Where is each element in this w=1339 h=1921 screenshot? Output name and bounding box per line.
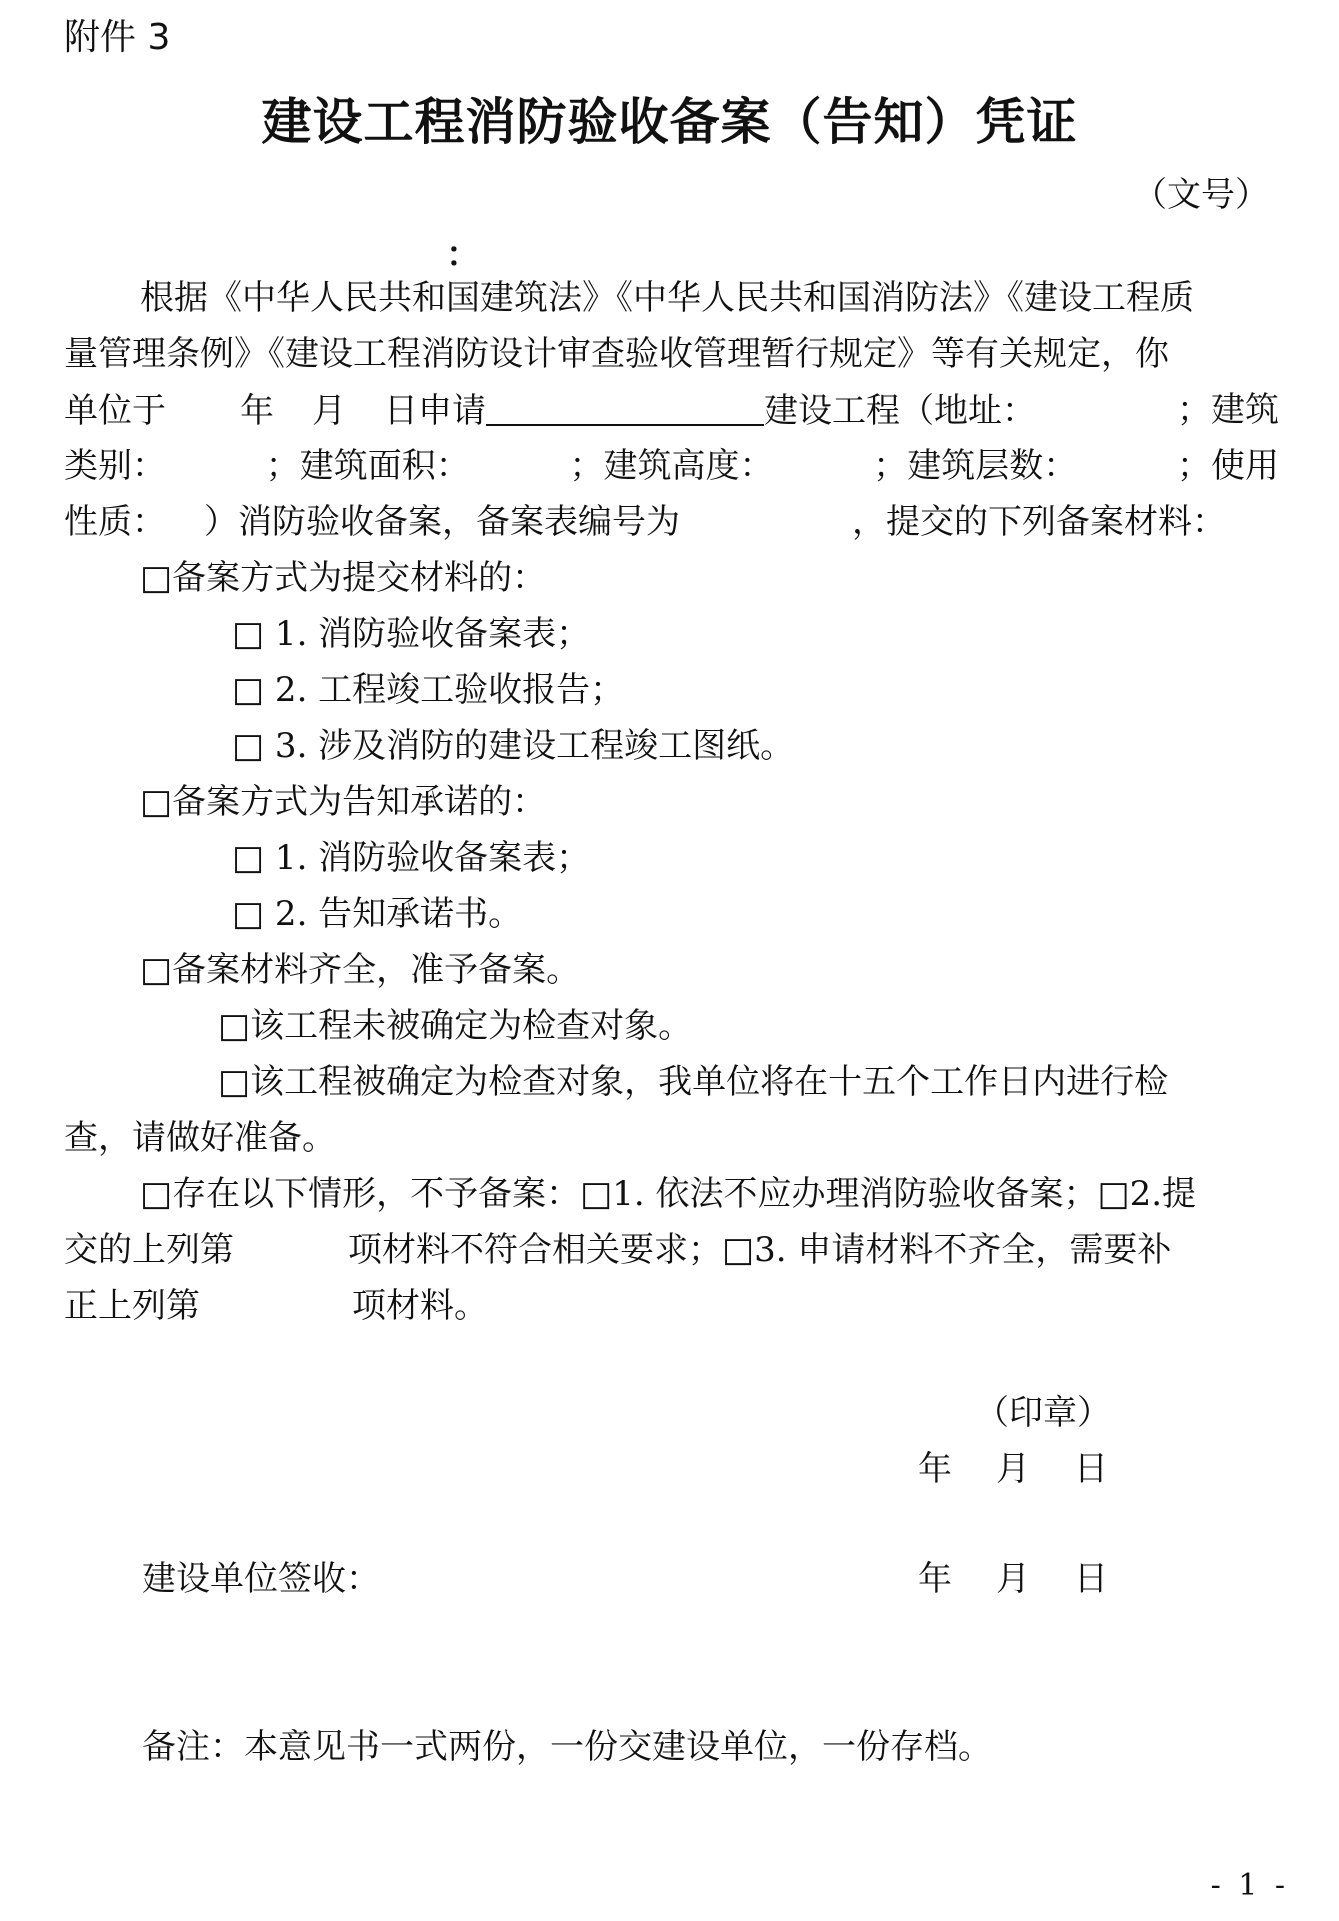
option-text: □ 3. 涉及消防的建设工程竣工图纸。 [232, 726, 795, 766]
paragraph-line [64, 494, 1279, 550]
text-fragment: 性质： [64, 502, 166, 542]
option-text: □ 1. 消防验收备案表； [232, 838, 591, 878]
paragraph-text: 根据《中华人民共和国建筑法》《中华人民共和国消防法》《建设工程质 [140, 278, 1194, 318]
option-text: □ 2. 告知承诺书。 [232, 894, 523, 934]
option-text: □备案材料齐全，准予备案。 [140, 950, 581, 990]
document-body [64, 270, 1279, 1334]
paragraph-text [64, 382, 1036, 438]
checkbox-option[interactable] [64, 1054, 1279, 1110]
text-fragment: ；建筑层数： [873, 446, 1078, 486]
text-fragment: ；建筑面积： [265, 446, 470, 486]
option-text: □该工程未被确定为检查对象。 [218, 1006, 693, 1046]
month-label: 月 [312, 391, 346, 431]
paragraph-line [64, 382, 1279, 438]
document-number: （文号） [1133, 175, 1269, 215]
checkbox-option[interactable] [64, 774, 1279, 830]
month-label: 月 [996, 1449, 1030, 1489]
paragraph-line [64, 1222, 1279, 1278]
option-text: □ 2. 工程竣工验收报告； [232, 670, 625, 710]
document-title: 建设工程消防验收备案（告知）凭证 [261, 93, 1078, 151]
checkbox-option[interactable] [64, 718, 1279, 774]
year-label: 年 [240, 391, 274, 431]
seal-label: （印章） [975, 1393, 1111, 1433]
addressee-line: ： [446, 235, 480, 275]
text-fragment: ，提交的下列备案材料： [852, 502, 1226, 542]
text-fragment: 交的上列第 [64, 1230, 234, 1270]
option-text: □备案方式为告知承诺的： [140, 782, 547, 822]
text-fragment: 建设工程（地址： [764, 391, 1036, 431]
signature-date [918, 1556, 1108, 1602]
project-name-blank[interactable] [486, 382, 764, 426]
year-label: 年 [918, 1449, 952, 1489]
text-fragment: ）消防验收备案，备案表编号为 [204, 502, 680, 542]
signature-label: 建设单位签收： [142, 1559, 380, 1599]
checkbox-option[interactable] [64, 998, 1279, 1054]
option-text: □备案方式为提交材料的： [140, 558, 547, 598]
text-fragment: ；使用 [1177, 446, 1279, 486]
text-fragment: 项材料。 [352, 1286, 488, 1326]
text-fragment: 单位于 [64, 391, 166, 431]
day-label: 日 [1074, 1449, 1108, 1489]
checkbox-option[interactable] [64, 662, 1279, 718]
checkbox-option[interactable] [64, 830, 1279, 886]
option-text: 查，请做好准备。 [64, 1118, 336, 1158]
option-text: □该工程被确定为检查对象，我单位将在十五个工作日内进行检 [218, 1062, 1169, 1102]
day-label: 日 [1074, 1559, 1108, 1599]
text-fragment: 类别： [64, 446, 166, 486]
checkbox-option[interactable] [64, 1166, 1279, 1222]
month-label: 月 [996, 1559, 1030, 1599]
attachment-label: 附件 3 [64, 17, 171, 58]
year-label: 年 [918, 1559, 952, 1599]
page-number: - 1 - [1210, 1868, 1289, 1903]
text-fragment: ；建筑高度： [569, 446, 774, 486]
paragraph-line [64, 1278, 1279, 1334]
paragraph-line [64, 326, 1279, 382]
text-fragment: 项材料不符合相关要求；□3. 申请材料不齐全，需要补 [348, 1230, 1172, 1270]
paragraph-line [64, 270, 1279, 326]
issue-date [918, 1446, 1108, 1492]
paragraph-line [64, 438, 1279, 494]
option-text: □存在以下情形，不予备案：□1. 依法不应办理消防验收备案；□2.提 [140, 1174, 1197, 1214]
text-fragment: 正上列第 [64, 1286, 200, 1326]
option-text: □ 1. 消防验收备案表； [232, 614, 591, 654]
checkbox-option[interactable] [64, 550, 1279, 606]
text-fragment: ；建筑 [1177, 390, 1279, 430]
checkbox-option[interactable] [64, 942, 1279, 998]
checkbox-option[interactable] [64, 886, 1279, 942]
remark-note: 备注：本意见书一式两份，一份交建设单位，一份存档。 [142, 1727, 992, 1767]
paragraph-text: 量管理条例》《建设工程消防设计审查验收管理暂行规定》等有关规定，你 [64, 334, 1169, 374]
text-fragment: 日申请 [384, 391, 486, 431]
checkbox-option[interactable] [64, 606, 1279, 662]
paragraph-line [64, 1110, 1279, 1166]
